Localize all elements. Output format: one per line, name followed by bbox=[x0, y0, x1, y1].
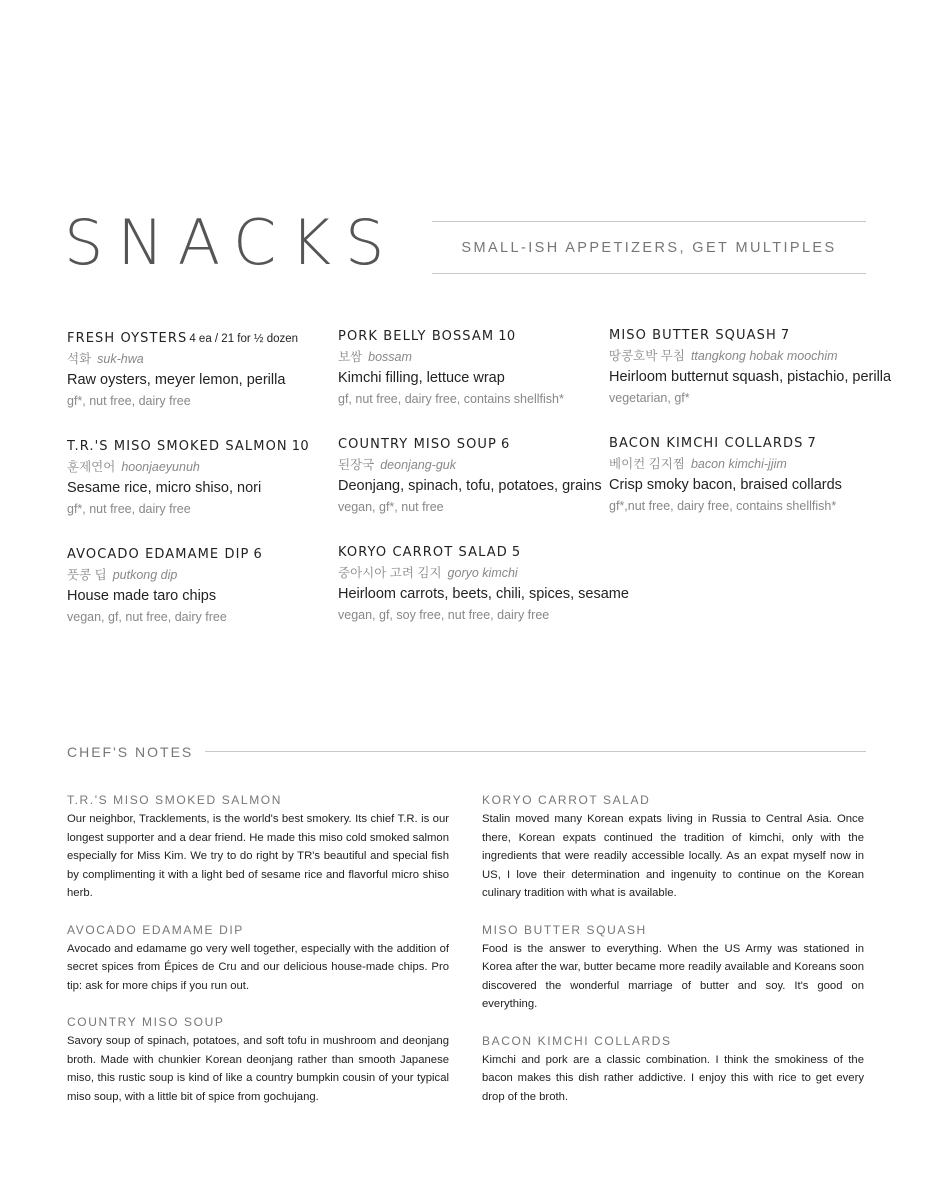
notes-column-1 bbox=[67, 792, 449, 1125]
item-korean-name: 땅콩호박 무침 bbox=[609, 349, 685, 363]
item-price: 10 bbox=[291, 439, 310, 454]
note-title: COUNTRY MISO SOUP bbox=[67, 1015, 225, 1029]
note-body: Our neighbor, Tracklements, is the world's best smokery. Its chief T.R. is our longest supporter and a dear friend. He made this miso cold smoked salmon especially for Miss Kim. We try to do right by TR's beautiful and special fish by complimenting it with a light bed of sesame rice and flavorful micro shiso herb. bbox=[67, 813, 449, 899]
item-price: 4 ea / 21 for ½ dozen bbox=[189, 333, 299, 345]
item-name: T.R.'S MISO SMOKED SALMON bbox=[67, 439, 288, 454]
item-dietary: vegetarian, gf* bbox=[609, 391, 690, 405]
note-title: T.R.'S MISO SMOKED SALMON bbox=[67, 793, 282, 807]
page-title: SNACKS bbox=[64, 206, 399, 279]
item-price: 5 bbox=[511, 545, 521, 560]
item-description: Deonjang, spinach, tofu, potatoes, grains bbox=[338, 478, 602, 494]
menu-item bbox=[338, 544, 629, 652]
menu-item bbox=[67, 438, 337, 546]
item-romanized-name: bossam bbox=[368, 350, 412, 364]
item-romanized-name: bacon kimchi-jjim bbox=[690, 457, 787, 471]
chefs-notes-rule bbox=[205, 751, 866, 752]
item-name: BACON KIMCHI COLLARDS bbox=[609, 436, 804, 451]
item-dietary: gf*,nut free, dairy free, contains shellfish* bbox=[609, 499, 837, 513]
item-name: AVOCADO EDAMAME DIP bbox=[67, 547, 250, 562]
note bbox=[67, 1014, 449, 1106]
item-korean-name: 중아시아 고려 김지 bbox=[338, 566, 442, 580]
note-title: BACON KIMCHI COLLARDS bbox=[482, 1033, 672, 1048]
item-korean-name: 석화 bbox=[67, 352, 92, 366]
note bbox=[482, 922, 864, 1014]
item-price: 6 bbox=[500, 437, 510, 452]
item-name: FRESH OYSTERS bbox=[67, 331, 188, 346]
item-description: House made taro chips bbox=[67, 588, 217, 604]
menu-item bbox=[67, 546, 337, 654]
note bbox=[67, 792, 449, 903]
menu-item bbox=[338, 436, 608, 544]
item-name: PORK BELLY BOSSAM bbox=[338, 329, 495, 344]
item-romanized-name: putkong dip bbox=[112, 568, 178, 582]
item-dietary: gf, nut free, dairy free, contains shellfish* bbox=[338, 392, 564, 406]
subtitle-rule-bottom bbox=[432, 273, 866, 274]
menu-item bbox=[609, 435, 879, 543]
item-dietary: gf*, nut free, dairy free bbox=[67, 394, 191, 408]
item-romanized-name: suk-hwa bbox=[97, 352, 144, 366]
item-name: COUNTRY MISO SOUP bbox=[338, 437, 497, 452]
item-price: 7 bbox=[780, 328, 790, 343]
note-body: Food is the answer to everything. When the US Army was stationed in Korea after the war, butter became more readily available and Koreans soon discovered the wonderful marriage of butter and soy. It's good on everything. bbox=[482, 942, 864, 1010]
item-korean-name: 된장국 bbox=[338, 458, 375, 472]
item-korean-name: 훈제연어 bbox=[67, 460, 116, 474]
chefs-notes-heading: CHEF'S NOTES bbox=[67, 744, 194, 760]
item-description: Raw oysters, meyer lemon, perilla bbox=[67, 372, 286, 388]
item-korean-name: 풋콩 딥 bbox=[67, 568, 107, 582]
note-title: AVOCADO EDAMAME DIP bbox=[67, 922, 244, 937]
item-dietary: vegan, gf*, nut free bbox=[338, 500, 444, 514]
item-price: 6 bbox=[253, 547, 263, 562]
item-description: Crisp smoky bacon, braised collards bbox=[609, 477, 842, 493]
item-korean-name: 베이컨 김지찜 bbox=[609, 457, 685, 471]
item-description: Heirloom carrots, beets, chili, spices, sesame bbox=[338, 586, 629, 602]
item-dietary: gf*, nut free, dairy free bbox=[67, 502, 191, 516]
menu-column-1 bbox=[67, 330, 337, 654]
item-description: Sesame rice, micro shiso, nori bbox=[67, 480, 262, 496]
item-name: KORYO CARROT SALAD bbox=[338, 545, 508, 560]
item-dietary: vegan, gf, soy free, nut free, dairy free bbox=[338, 608, 550, 622]
menu-item bbox=[609, 327, 892, 435]
item-romanized-name: hoonjaeyunuh bbox=[121, 460, 200, 474]
note bbox=[482, 792, 864, 903]
menu-item bbox=[338, 328, 608, 436]
item-dietary: vegan, gf, nut free, dairy free bbox=[67, 610, 227, 624]
subtitle-rule-top bbox=[432, 221, 866, 222]
item-price: 10 bbox=[498, 329, 516, 344]
item-description: Kimchi filling, lettuce wrap bbox=[338, 370, 505, 386]
note-body: Kimchi and pork are a classic combination. I think the smokiness of the bacon makes this dish rather addictive. I enjoy this with rice to get every drop of the broth. bbox=[482, 1053, 864, 1103]
note bbox=[482, 1033, 864, 1107]
note bbox=[67, 922, 449, 996]
item-romanized-name: goryo kimchi bbox=[447, 566, 518, 580]
item-name: MISO BUTTER SQUASH bbox=[609, 328, 777, 343]
item-description: Heirloom butternut squash, pistachio, perilla bbox=[609, 369, 892, 385]
note-title: KORYO CARROT SALAD bbox=[482, 793, 651, 807]
item-romanized-name: ttangkong hobak moochim bbox=[690, 349, 838, 363]
note-body: Savory soup of spinach, potatoes, and soft tofu in mushroom and deonjang broth. Made with chunkier Korean deonjang rather than smooth Japanese miso, this rustic soup is kind of like a country bumpkin cousin of your typical miso soup, with a little bit of spice from gochujang. bbox=[67, 1035, 449, 1103]
note-body: Avocado and edamame go very well together, especially with the addition of secret spices from Épices de Cru and our delicious house-made chips. Pro tip: ask for more chips if you run out. bbox=[67, 942, 449, 992]
item-romanized-name: deonjang-guk bbox=[380, 458, 456, 472]
note-title: MISO BUTTER SQUASH bbox=[482, 922, 647, 937]
menu-column-3 bbox=[609, 327, 892, 543]
item-korean-name: 보쌈 bbox=[338, 350, 363, 364]
page-subtitle: SMALL-ISH APPETIZERS, GET MULTIPLES bbox=[461, 240, 837, 256]
notes-column-2 bbox=[482, 792, 864, 1125]
note-body: Stalin moved many Korean expats living in Russia to Central Asia. Once there, Korean expats continued the tradition of kimchi, only with the ingredients that were readily accessible locally. As an expat myself now in US, I love their determination and ingenuity to continue on the Korean culinary tradition with what is available. bbox=[482, 813, 864, 899]
menu-column-2 bbox=[338, 328, 629, 652]
menu-item bbox=[67, 330, 337, 438]
item-price: 7 bbox=[807, 436, 817, 451]
